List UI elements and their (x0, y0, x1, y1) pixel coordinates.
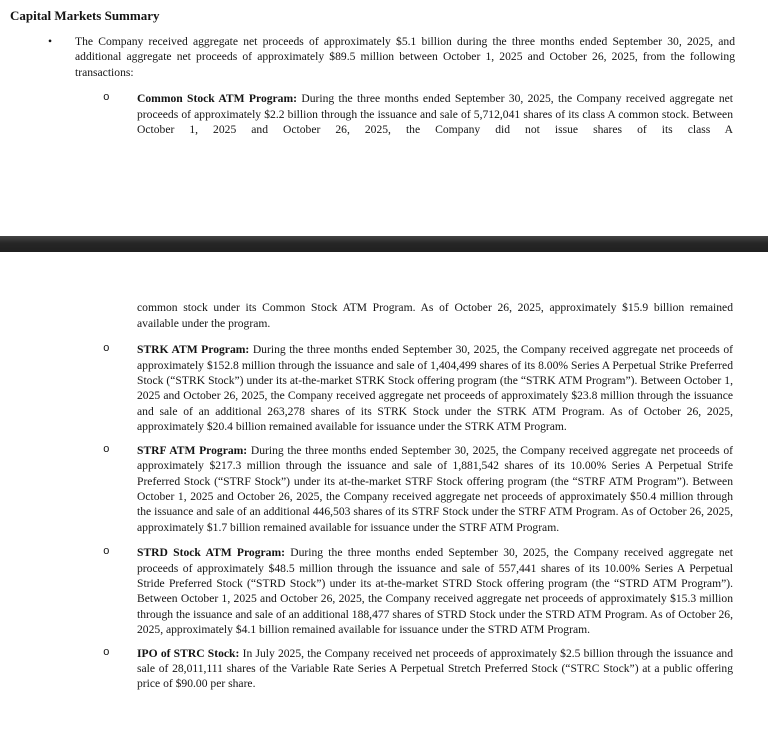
strd-atm-paragraph (103, 545, 733, 637)
document-page (0, 8, 768, 746)
common-stock-atm-label: Common Stock ATM Program: (137, 92, 297, 106)
common-stock-atm-text-page1: During the three months ended September 30, 2025, the Company received aggregate net proceeds of approximately $2.2 billion through the issuance and sale of 5,712,041 shares of its class A common stock. Between October 1, 2025 and October 26, 2025, the Company did not issue shares of its class A (137, 92, 734, 137)
strf-atm-paragraph (103, 443, 733, 535)
sub-bullet-marker-icon: o (103, 646, 110, 659)
strk-atm-paragraph (103, 342, 734, 434)
intro-bullet-paragraph (48, 34, 735, 80)
ipo-strc-label: IPO of STRC Stock: (137, 646, 240, 660)
strk-atm-text: During the three months ended September 30, 2025, the Company received aggregate net proceeds of approximately $152.8 million through the issuance and sale of 1,404,499 shares of its 8.00% Series A Perpetual Strike Preferred Stock (“STRK Stock”) under its at-the-market STRK Stock offering program (the “STRK ATM Program”). Between October 1, 2025 and October 26, 2025, the Company received aggregate net proceeds of approximately $23.8 million through the issuance and sale of an additional 263,278 shares of its STRK Stock under the STRK ATM Program. As of October 26, 2025, approximately $20.4 billion remained available for issuance under the STRK ATM Program. (137, 343, 734, 434)
sub-bullet-marker-icon: o (103, 92, 110, 105)
common-stock-atm-paragraph-page2 (137, 300, 733, 331)
strk-atm-label: STRK ATM Program: (137, 343, 250, 357)
strd-atm-text: During the three months ended September 30, 2025, the Company received aggregate net proceeds of approximately $48.5 million through the issuance and sale of 557,441 shares of its 10.00% Series A Perpetual Stride Preferred Stock (“STRD Stock”) under its at-the-market STRD Stock offering program (the “STRD ATM Program”). Between October 1, 2025 and October 26, 2025, the Company received aggregate net proceeds of approximately $15.3 million through the issuance and sale of an additional 188,477 shares of STRD Stock under the STRD ATM Program. As of October 26, 2025, approximately $4.1 billion remained available for issuance under the STRD ATM Program. (137, 546, 733, 637)
strf-atm-label: STRF ATM Program: (137, 443, 248, 457)
sub-bullet-marker-icon: o (103, 343, 110, 356)
sub-bullet-marker-icon: o (103, 546, 110, 559)
strf-atm-text: During the three months ended September 30, 2025, the Company received aggregate net proceeds of approximately $217.3 million through the issuance and sale of 1,881,542 shares of its 10.00% Series A Perpetual Strife Preferred Stock (“STRF Stock”) under its at-the-market STRF Stock offering program (the “STRF ATM Program”). Between October 1, 2025 and October 26, 2025, the Company received aggregate net proceeds of approximately $50.4 million through the issuance and sale of an additional 446,503 shares of its STRF Stock under the STRF ATM Program. As of October 26, 2025, approximately $1.7 billion remained available for issuance under the STRF ATM Program. (137, 443, 733, 534)
common-stock-atm-text-page2: common stock under its Common Stock ATM Program. As of October 26, 2025, approximately $15.9 billion remained available under the program. (137, 301, 733, 330)
strd-atm-label: STRD Stock ATM Program: (137, 546, 285, 560)
intro-text: The Company received aggregate net proceeds of approximately $5.1 billion during the three months ended September 30, 2025, and additional aggregate net proceeds of approximately $89.5 million between October 1, 2025 and October 26, 2025, from the following transactions: (75, 35, 735, 79)
ipo-strc-text: In July 2025, the Company received net proceeds of approximately $2.5 billion through the issuance and sale of 28,011,111 shares of the Variable Rate Series A Perpetual Stretch Preferred Stock (“STRC Stock”) at a public offering price of $90.00 per share. (137, 646, 733, 691)
sub-bullet-marker-icon: o (103, 443, 110, 456)
bullet-marker-icon: • (48, 35, 53, 48)
page-break-separator-bar (0, 236, 768, 252)
common-stock-atm-paragraph-page1 (103, 91, 734, 137)
ipo-strc-paragraph (103, 646, 733, 692)
section-heading: Capital Markets Summary (10, 8, 160, 23)
